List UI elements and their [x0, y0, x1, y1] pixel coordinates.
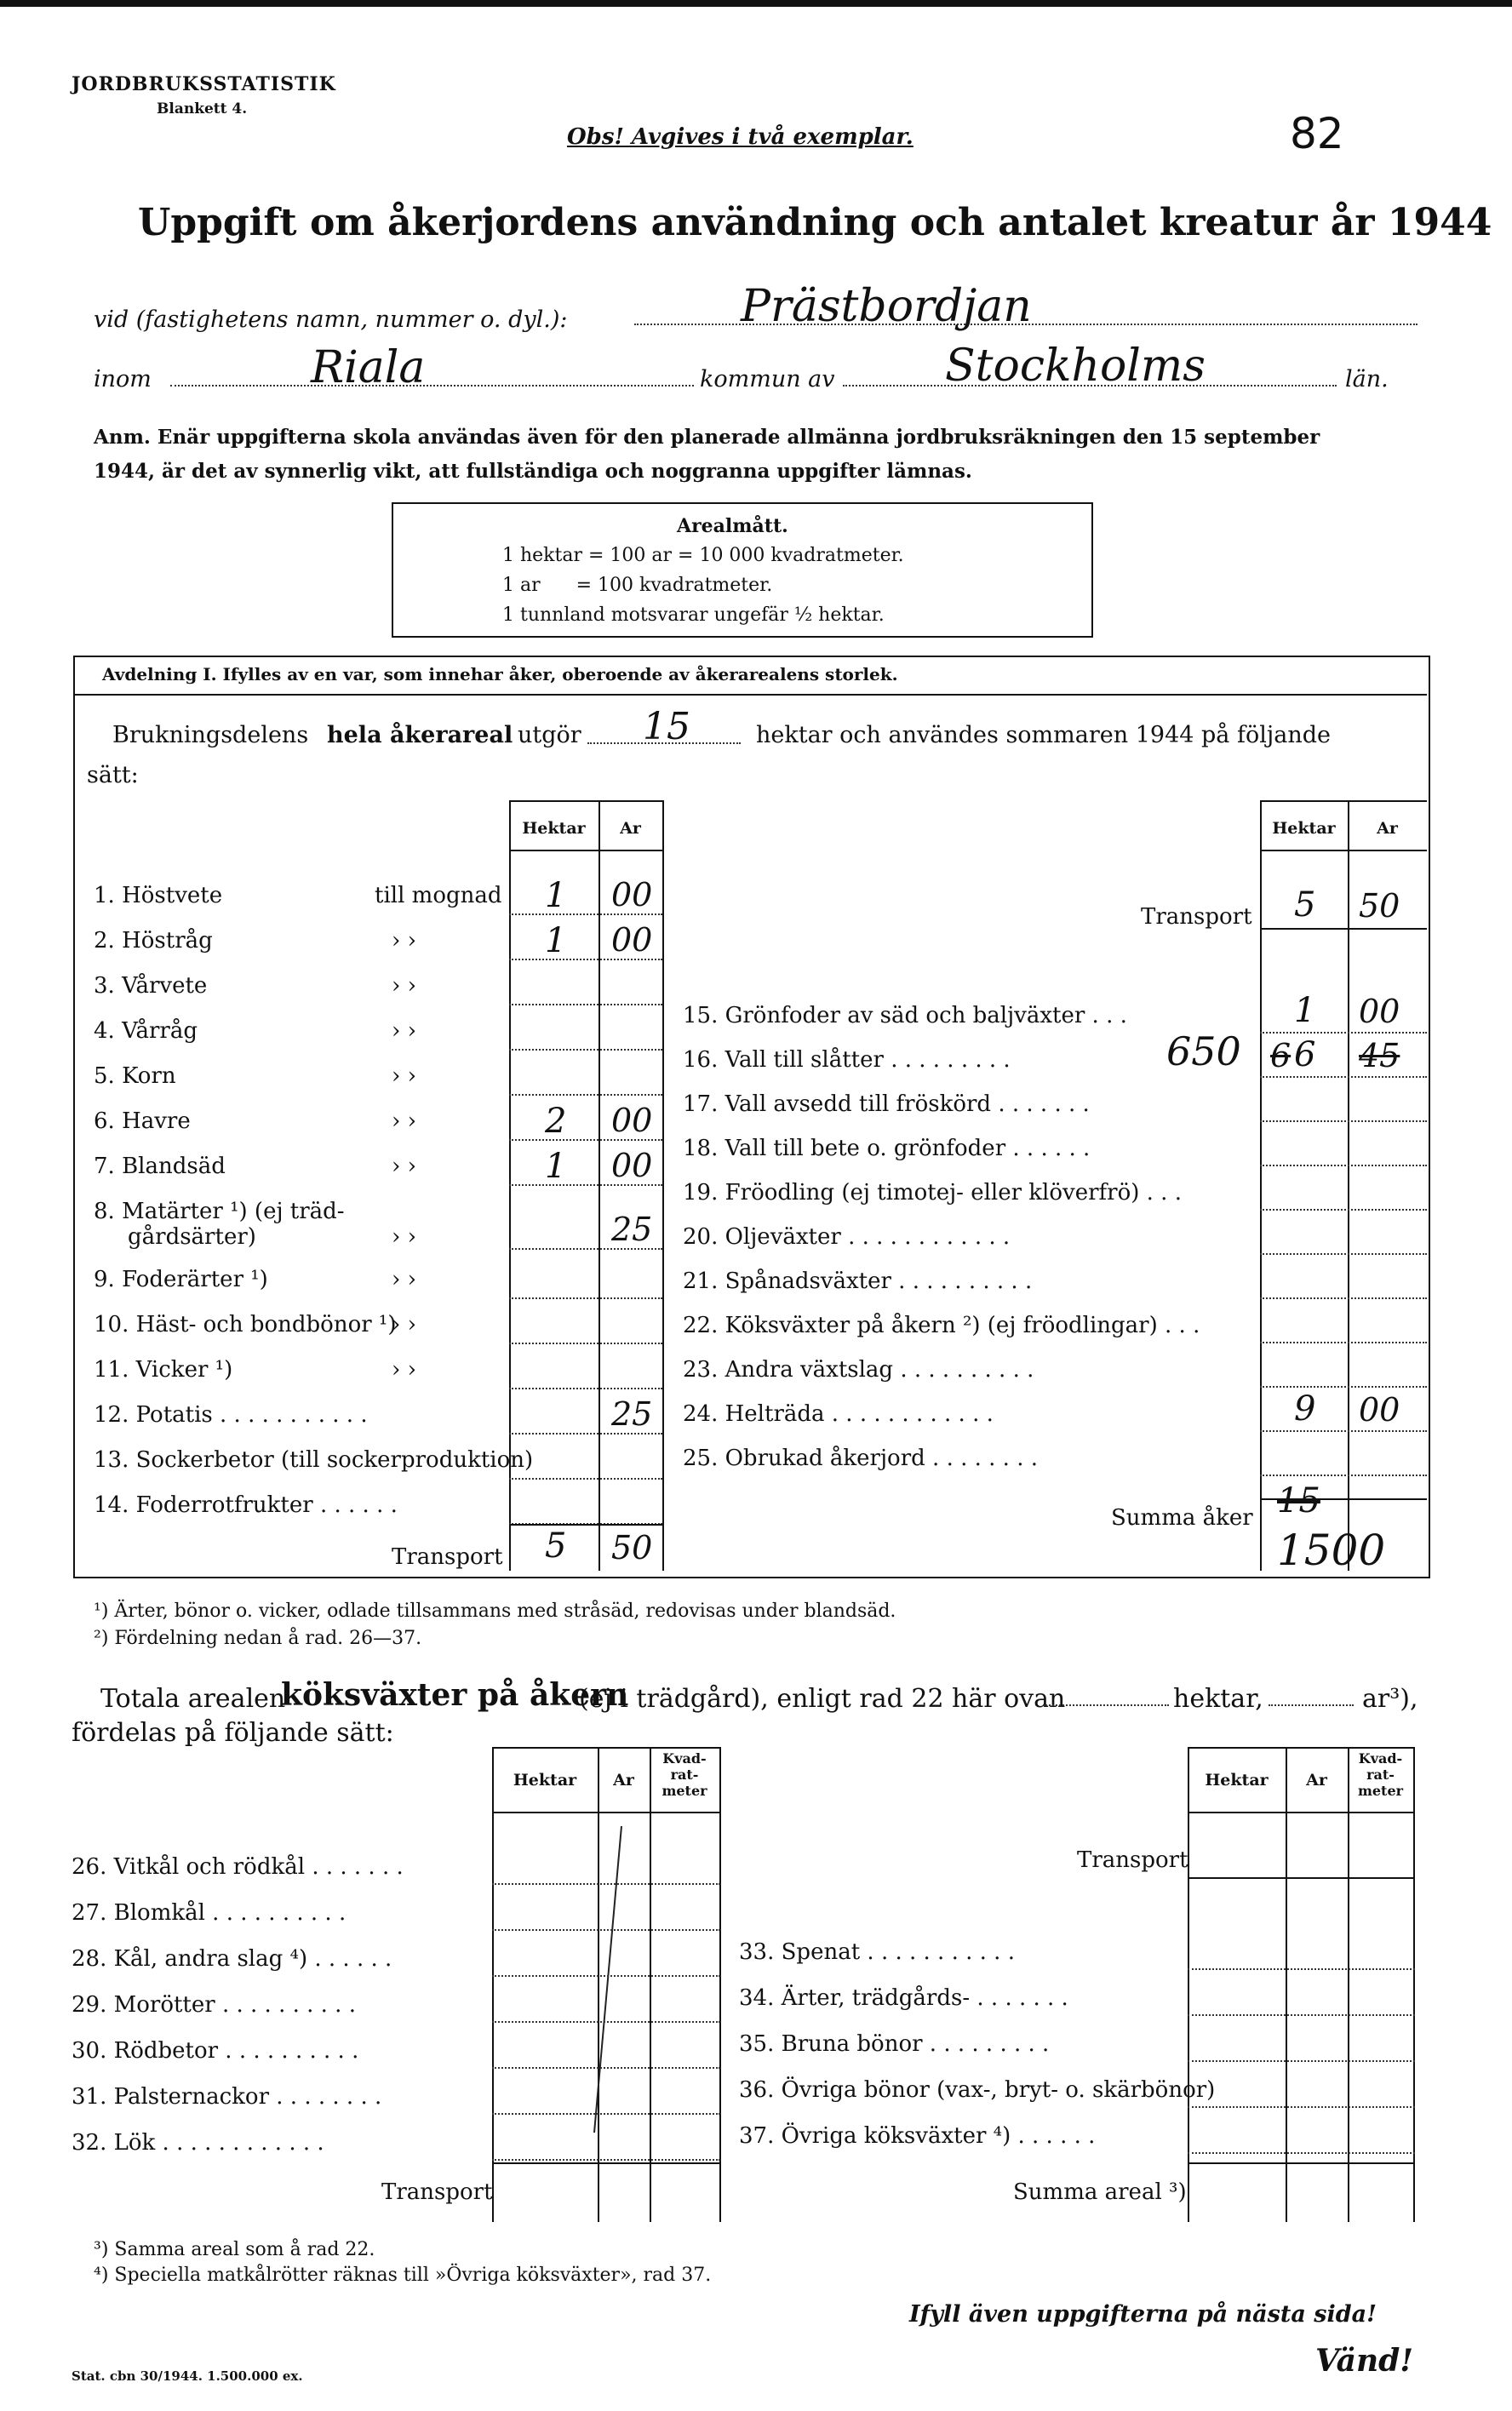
kok-left-transport: Transport — [381, 2179, 493, 2205]
fill-next-page-note: Ifyll även uppgifterna på nästa sida! — [909, 2301, 1377, 2328]
kok-left-row-rule — [492, 2067, 720, 2069]
right-row-ar: 00 — [1359, 993, 1400, 1030]
kok-right-row-label: 35. Bruna bönor . . . . . . . . . — [739, 2031, 1050, 2057]
right-col-ar: Ar — [1377, 819, 1398, 838]
form-number: Blankett 4. — [157, 100, 248, 117]
right-row-label: 17. Vall avsedd till fröskörd . . . . . . . — [683, 1091, 1090, 1117]
kok-d: hektar, — [1173, 1684, 1263, 1714]
areal-line3: 1 tunnland motsvarar ungefär ½ hektar. — [502, 604, 885, 626]
left-row-suffix: › › — [392, 1108, 417, 1134]
left-row-label: 1. Höstvete — [94, 883, 223, 908]
kok-right-col-kvm: Kvad- rat- meter — [1357, 1750, 1404, 1799]
kok-left-cancel-stroke — [587, 1822, 639, 2137]
footnote-1: ¹) Ärter, bönor o. vicker, odlade tillsammans med stråsäd, redovisas under blandsäd. — [94, 1601, 896, 1622]
kok-left-row-rule — [492, 2159, 720, 2161]
left-row-ar: 00 — [611, 1102, 653, 1139]
anm-line2: 1944, är det av synnerlig vikt, att fullständiga och noggranna uppgifter lämnas. — [94, 460, 972, 483]
left-row-rule — [509, 1343, 662, 1344]
kr-v2 — [1286, 1747, 1287, 2222]
left-row-ar: 00 — [611, 1147, 653, 1184]
right-row-hektar: 6 — [1294, 1035, 1316, 1074]
right-row-label: 16. Vall till slåtter . . . . . . . . . — [683, 1047, 1011, 1073]
left-row-label: 11. Vicker ¹) — [94, 1357, 233, 1383]
left-row-label: 6. Havre — [94, 1108, 191, 1134]
rt-h-top — [1260, 800, 1427, 802]
intro-c: utgör — [518, 722, 581, 748]
left-row-rule — [509, 1049, 662, 1051]
right-row-ar: 00 — [1359, 1391, 1400, 1429]
left-row-rule — [509, 1004, 662, 1005]
left-row-hektar: 2 — [545, 1102, 567, 1141]
left-row-rule — [509, 1248, 662, 1250]
kl-v3 — [650, 1747, 651, 2222]
lan-value: Stockholms — [945, 341, 1206, 392]
left-row-ar: 00 — [611, 921, 653, 959]
avdelning-1-frame — [73, 656, 1430, 1578]
anm-line1: Anm. Enär uppgifterna skola användas även för den planerade allmänna jordbruksräkningen den 15 september — [94, 426, 1320, 449]
left-row-rule — [509, 1433, 662, 1435]
right-row-label: 24. Helträda . . . . . . . . . . . . — [683, 1401, 994, 1427]
right-row-rule — [1260, 1386, 1427, 1388]
right-row-rule — [1260, 1209, 1427, 1211]
right-row-rule — [1260, 1342, 1427, 1343]
left-row-hektar: 1 — [545, 876, 567, 915]
areal-title: Arealmått. — [677, 515, 788, 537]
lt-h-head — [509, 850, 664, 851]
kok-b: köksväxter på åkern — [281, 1677, 629, 1713]
left-row-label: 2. Höstråg — [94, 928, 213, 954]
left-row-suffix: › › — [392, 1312, 417, 1337]
kok-left-row-rule — [492, 1883, 720, 1885]
sheet-number: 82 — [1290, 109, 1344, 158]
kok-right-row-rule — [1188, 1968, 1415, 1970]
kr-h-top — [1188, 1747, 1415, 1749]
kok-right-row-label: 33. Spenat . . . . . . . . . . . — [739, 1939, 1015, 1965]
right-row-label: 21. Spånadsväxter . . . . . . . . . . — [683, 1268, 1033, 1294]
kr-transport-rule — [1188, 1877, 1415, 1879]
left-row-rule — [509, 1478, 662, 1480]
right-row-rule — [1260, 1297, 1427, 1299]
kr-summa-rule — [1188, 2162, 1415, 2164]
kl-h-head — [492, 1812, 720, 1813]
left-row-label: 14. Foderrotfrukter . . . . . . — [94, 1492, 398, 1518]
kok-summa: Summa areal ³) — [1013, 2179, 1187, 2205]
kl-h-top — [492, 1747, 720, 1749]
kok-e: ar³), — [1362, 1684, 1418, 1714]
kok-left-row-label: 32. Lök . . . . . . . . . . . . — [72, 2130, 324, 2156]
summa-value: 1500 — [1277, 1526, 1386, 1575]
intro-d: hektar och användes sommaren 1944 på följande — [756, 722, 1331, 748]
right-row-label: 19. Fröodling (ej timotej- eller klöverfrö) . . . — [683, 1180, 1182, 1206]
left-row-label: 5. Korn — [94, 1063, 176, 1089]
kr-v1 — [1188, 1747, 1189, 2222]
top-border — [0, 0, 1512, 7]
right-row-label: 20. Oljeväxter . . . . . . . . . . . . — [683, 1224, 1011, 1250]
right-row-rule — [1260, 1165, 1427, 1166]
kok-left-col-hektar: Hektar — [513, 1771, 577, 1790]
kok-left-row-rule — [492, 1975, 720, 1977]
kok-f: fördelas på följande sätt: — [72, 1718, 394, 1748]
left-row-label: 12. Potatis . . . . . . . . . . . — [94, 1402, 368, 1428]
left-row-suffix: › › — [392, 1018, 417, 1044]
rt-v2 — [1348, 800, 1349, 1571]
kr-v3 — [1348, 1747, 1349, 2222]
kl-transport-rule — [492, 2162, 720, 2164]
intro-a: Brukningsdelens — [112, 722, 309, 748]
left-row-ar: 25 — [611, 1211, 653, 1248]
left-row-ar: 00 — [611, 876, 653, 913]
page-title: Uppgift om åkerjordens användning och antalet kreatur år 1944 — [138, 201, 1492, 244]
right-row-rule — [1260, 1475, 1427, 1476]
kok-right-row-rule — [1188, 2106, 1415, 2108]
left-row-label: 9. Foderärter ¹) — [94, 1267, 268, 1292]
obs-note: Obs! Avgives i två exemplar. — [567, 124, 914, 150]
inom-dotline — [170, 385, 694, 387]
kok-dot2 — [1269, 1704, 1354, 1706]
left-row-suffix: › › — [392, 928, 417, 954]
left-row-label-2: gårdsärter) — [128, 1224, 256, 1250]
areal-line1: 1 hektar = 100 ar = 10 000 kvadratmeter. — [502, 545, 904, 566]
right-transport-hektar: 5 — [1294, 885, 1316, 925]
left-row-label: 13. Sockerbetor (till sockerproduktion) — [94, 1447, 534, 1473]
right-row-label: 25. Obrukad åkerjord . . . . . . . . — [683, 1446, 1039, 1471]
left-row-rule — [509, 1094, 662, 1096]
left-row-label: 3. Vårvete — [94, 973, 208, 999]
left-row-rule — [509, 959, 662, 960]
left-row-label: 4. Vårråg — [94, 1018, 198, 1044]
kok-left-row-label: 26. Vitkål och rödkål . . . . . . . — [72, 1854, 404, 1880]
left-row-suffix: till mognad — [375, 883, 502, 908]
avdelning-1-title: Avdelning I. Ifylles av en var, som innehar åker, oberoende av åkerarealens storlek. — [102, 664, 898, 684]
kok-left-row-rule — [492, 2113, 720, 2115]
right-row-label: 18. Vall till bete o. grönfoder . . . . . . — [683, 1136, 1091, 1161]
left-col-ar: Ar — [620, 819, 641, 838]
kr-v4 — [1413, 1747, 1415, 2222]
left-row-label: 7. Blandsäd — [94, 1154, 226, 1179]
avd-title-rule — [73, 694, 1427, 696]
kok-right-transport: Transport — [1077, 1847, 1188, 1873]
right-row-label: 22. Köksväxter på åkern ²) (ej fröodlingar) . . . — [683, 1313, 1200, 1338]
right-row-note: 650 — [1166, 1028, 1241, 1074]
left-row-suffix: › › — [392, 1224, 417, 1250]
kok-left-row-label: 30. Rödbetor . . . . . . . . . . — [72, 2038, 359, 2064]
right-row-ar: 45 — [1359, 1037, 1400, 1074]
total-area-value: 15 — [643, 705, 690, 748]
left-row-suffix: › › — [392, 1063, 417, 1089]
intro-b: hela åkerareal — [327, 722, 513, 748]
right-row-label: 23. Andra växtslag . . . . . . . . . . — [683, 1357, 1034, 1383]
kok-left-row-label: 29. Morötter . . . . . . . . . . — [72, 1992, 356, 2018]
right-row-rule — [1260, 1253, 1427, 1255]
property-label: vid (fastighetens namn, nummer o. dyl.): — [94, 306, 568, 333]
summa-old: 15 — [1277, 1481, 1320, 1520]
left-transport-label: Transport — [392, 1544, 503, 1570]
rt-transport-rule — [1260, 928, 1427, 930]
right-row-rule — [1260, 1076, 1427, 1078]
kr-h-head — [1188, 1812, 1415, 1813]
left-transport-ar: 50 — [611, 1529, 653, 1566]
kommun-value: Riala — [311, 342, 426, 393]
left-row-rule — [509, 1388, 662, 1389]
left-row-hektar: 1 — [545, 1147, 567, 1186]
right-transport-label: Transport — [1141, 904, 1252, 930]
left-row-suffix: › › — [392, 1154, 417, 1179]
areal-line2: 1 ar = 100 kvadratmeter. — [502, 575, 773, 596]
footnote-3: ³) Samma areal som å rad 22. — [94, 2239, 375, 2260]
right-row-rule — [1260, 1120, 1427, 1122]
left-row-rule — [509, 1297, 662, 1299]
left-transport-hektar: 5 — [545, 1526, 567, 1566]
kok-right-row-rule — [1188, 2152, 1415, 2154]
left-row-suffix: › › — [392, 973, 417, 999]
left-row-rule — [509, 1139, 662, 1141]
kok-right-col-ar: Ar — [1306, 1771, 1327, 1790]
kok-right-row-label: 34. Ärter, trädgårds- . . . . . . . — [739, 1985, 1068, 2011]
rt-h-head — [1260, 850, 1427, 851]
kok-right-row-label: 37. Övriga köksväxter ⁴) . . . . . . — [739, 2123, 1096, 2149]
right-row-hektar: 1 — [1294, 991, 1316, 1030]
property-value: Prästbordjan — [741, 281, 1032, 332]
left-row-rule — [509, 913, 662, 915]
left-row-label: 8. Matärter ¹) (ej träd- — [94, 1199, 345, 1224]
left-row-label: 10. Häst- och bondbönor ¹) — [94, 1312, 397, 1337]
print-info: Stat. cbn 30/1944. 1.500.000 ex. — [72, 2368, 303, 2384]
kok-c: (ej i trädgård), enligt rad 22 här ovan — [579, 1684, 1066, 1714]
kok-a: Totala arealen — [100, 1684, 286, 1714]
footnote-4: ⁴) Speciella matkålrötter räknas till »Övriga köksväxter», rad 37. — [94, 2265, 712, 2286]
left-row-suffix: › › — [392, 1357, 417, 1383]
right-row-label: 15. Grönfoder av säd och baljväxter . . . — [683, 1003, 1127, 1028]
kok-right-row-rule — [1188, 2014, 1415, 2016]
right-row-hektar-old: 6 — [1270, 1037, 1292, 1074]
right-row-rule — [1260, 1032, 1427, 1034]
kommun-label: kommun av — [700, 366, 835, 392]
kok-right-row-rule — [1188, 2060, 1415, 2062]
footnote-2: ²) Fördelning nedan å rad. 26—37. — [94, 1628, 422, 1649]
lan-label: län. — [1345, 366, 1389, 392]
vand-note: Vänd! — [1315, 2343, 1414, 2379]
kok-left-row-label: 31. Palsternackor . . . . . . . . — [72, 2084, 382, 2110]
series-title: JORDBRUKSSTATISTIK — [72, 73, 336, 95]
right-col-hektar: Hektar — [1272, 819, 1336, 838]
right-row-rule — [1260, 1430, 1427, 1432]
kok-dot1 — [1043, 1704, 1169, 1706]
lt-transport-top — [509, 1524, 664, 1526]
left-row-ar: 25 — [611, 1395, 653, 1433]
kok-right-row-label: 36. Övriga bönor (vax-, bryt- o. skärbönor) — [739, 2077, 1216, 2103]
lt-v3 — [662, 800, 664, 1571]
lt-h-top — [509, 800, 664, 802]
kl-v4 — [719, 1747, 721, 2222]
left-col-hektar: Hektar — [522, 819, 586, 838]
right-transport-ar: 50 — [1359, 887, 1400, 925]
kl-v1 — [492, 1747, 494, 2222]
right-row-hektar: 9 — [1294, 1389, 1316, 1429]
inom-label: inom — [94, 366, 152, 392]
left-row-suffix: › › — [392, 1267, 417, 1292]
rt-v1 — [1260, 800, 1262, 1571]
kok-left-row-label: 28. Kål, andra slag ⁴) . . . . . . — [72, 1946, 392, 1972]
left-row-hektar: 1 — [545, 921, 567, 960]
kok-left-row-label: 27. Blomkål . . . . . . . . . . — [72, 1900, 346, 1926]
summa-label: Summa åker — [1111, 1505, 1253, 1531]
kok-left-col-kvm: Kvad- rat- meter — [662, 1750, 707, 1799]
intro-e: sätt: — [87, 762, 139, 788]
kok-left-row-rule — [492, 1929, 720, 1931]
kok-left-col-ar: Ar — [613, 1771, 634, 1790]
kok-right-col-hektar: Hektar — [1205, 1771, 1269, 1790]
left-row-rule — [509, 1184, 662, 1186]
kok-left-row-rule — [492, 2021, 720, 2023]
